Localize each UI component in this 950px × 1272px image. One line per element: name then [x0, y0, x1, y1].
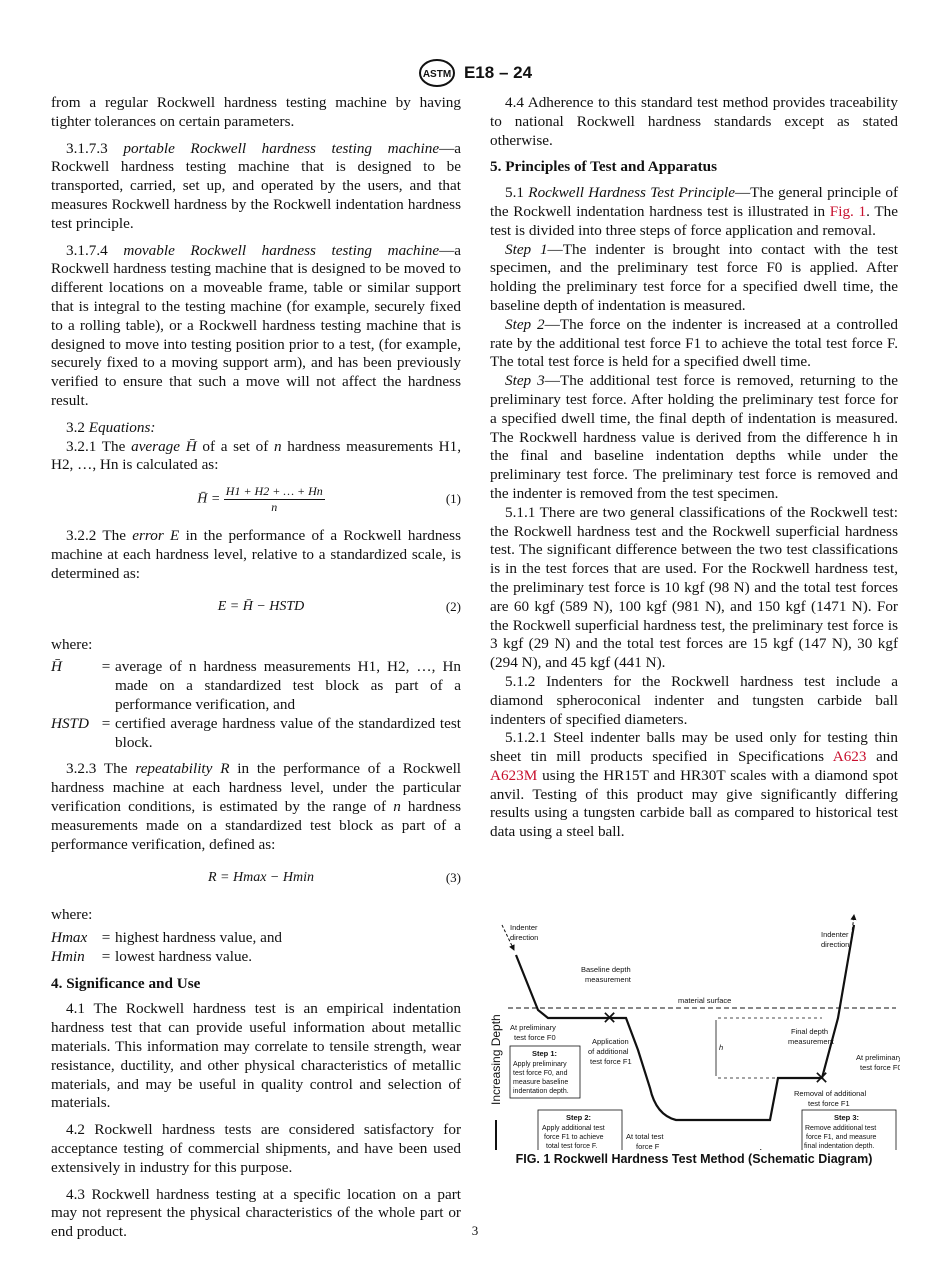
paragraph-3-2-1: 3.2.1 The average H̄ of a set of n hardness measurements H1, H2, …, Hn is calculated as:: [51, 437, 462, 474]
paragraph-step-1: Step 1—The indenter is brought into contact with the test specimen, and the preliminary test force F0 is applied. After holding the preliminary test force for a specified dwell time, the baseline depth of indentation is measured.: [490, 240, 898, 314]
left-column: [51, 94, 461, 1250]
a623m-link[interactable]: A623M: [490, 766, 538, 784]
svg-text:measurement: measurement: [788, 1037, 834, 1046]
astm-logo-icon: [418, 58, 456, 88]
svg-text:final indentation depth.: final indentation depth.: [804, 1143, 875, 1150]
svg-text:force F1, and measure: force F1, and measure: [806, 1134, 877, 1141]
document-id: E18 – 24: [463, 62, 533, 82]
svg-text:Indenter: Indenter: [821, 930, 849, 939]
svg-text:Step 1:: Step 1:: [532, 1049, 558, 1058]
paragraph-4-4: 4.4 Adherence to this standard test method provides traceability to national Rockwell hardness standards except as stated otherwise.: [490, 94, 898, 149]
svg-text:total test force F.: total test force F.: [546, 1143, 598, 1150]
where-label: where:: [51, 635, 93, 653]
svg-text:test force F0: test force F0: [514, 1033, 556, 1042]
definition-h-bar: H̄ = average of n hardness measurements H1, H2, …, Hn made on a standardized test block as part of a performance verification, and: [51, 658, 461, 713]
paragraph-4-2: 4.2 Rockwell hardness tests are considered satisfactory for acceptance testing of commercial shipments, and have been used extensively in industry for this purpose.: [51, 1121, 461, 1176]
paragraph-5-1: 5.1 Rockwell Hardness Test Principle—The general principle of the Rockwell indentation hardness test is illustrated in Fig. 1. The test is divided into three steps of force application and removal.: [490, 184, 899, 239]
svg-text:indentation depth.: indentation depth.: [513, 1088, 569, 1095]
a623-link[interactable]: A623: [832, 748, 867, 766]
fig-1-link[interactable]: Fig. 1: [829, 202, 867, 220]
svg-text:test force F0, and: test force F0, and: [513, 1070, 568, 1077]
baseline-x-mark-icon: ✕: [602, 1008, 618, 1028]
right-column: [490, 94, 898, 842]
svg-text:Apply additional test: Apply additional test: [542, 1125, 605, 1132]
paragraph-step-2: Step 2—The force on the indenter is increased at a controlled rate by the additional test force F1 to achieve the total test force F. The total test force is held for a specified dwell time.: [490, 315, 898, 371]
paragraph-3-1-7-3: 3.1.7.3 portable Rockwell hardness testing machine—a Rockwell hardness testing machine that is designed to be transported, carried, set up, and operated by the users, and that measures Rockwell hardness by the Rockwell indentation hardness test principle.: [51, 139, 462, 232]
y-axis-label: Increasing Depth: [489, 1014, 503, 1105]
svg-text:Application: Application: [592, 1037, 629, 1046]
page-number: 3: [471, 1223, 479, 1238]
definition-h-min: Hmin = lowest hardness value.: [51, 947, 253, 965]
equation-2: E = H̄ − HSTD (2): [217, 599, 461, 615]
paragraph-4-1: 4.1 The Rockwell hardness test is an empirical indentation hardness test that can provide useful information about metallic materials. This information may correlate to tensile strength, wear resistance, ductility, and other physical characteristics of metallic materials, and may be useful in quality control and selection of materials.: [51, 1000, 461, 1112]
svg-text:ASTM: ASTM: [422, 69, 452, 80]
svg-text:Baseline depth: Baseline depth: [581, 965, 631, 974]
material-surface-label: material surface: [678, 996, 732, 1005]
svg-text:measurement: measurement: [585, 975, 631, 984]
svg-text:Apply preliminary: Apply preliminary: [513, 1061, 567, 1068]
svg-text:Removal of additional: Removal of additional: [794, 1089, 867, 1098]
paragraph-4-3: 4.3 Rockwell hardness testing at a specific location on a part may not represent the physical characteristics of the whole part or end product.: [51, 1185, 461, 1241]
paragraph-3-2-3: 3.2.3 The repeatability R in the performance of a Rockwell hardness machine at each hardness level, under the particular verification conditions, is estimated by the range of n hardness measurements made on a standardized test block as part of a performance verification, defined as:: [51, 760, 462, 853]
where-label-2: where:: [51, 906, 93, 924]
svg-text:force F1 to achieve: force F1 to achieve: [544, 1134, 604, 1141]
svg-text:force F: force F: [636, 1142, 660, 1150]
svg-text:At preliminary: At preliminary: [856, 1053, 900, 1062]
paragraph-continued: from a regular Rockwell hardness testing machine by having tighter tolerances on certain parameters.: [51, 94, 461, 130]
definition-h-std: HSTD = certified average hardness value of the standardized test block.: [51, 714, 461, 751]
equation-3: R = Hmax − Hmin (3): [208, 869, 461, 885]
page-header: [0, 58, 950, 88]
paragraph-3-1-7-4: 3.1.7.4 movable Rockwell hardness testing machine—a Rockwell hardness testing machine that is designed to be moved to different locations on a moveable frame, table or similar support that is integral to the testing machine (for example, securely fixed to a rolling table), or a Rockwell hardness testing machine that is designed to move into testing position prior to a test, (for example, securely fixed to a moving support arm), and has been previously verified to ensure that such a move will not affect the hardness result.: [51, 241, 461, 409]
svg-text:test force F0: test force F0: [860, 1063, 900, 1072]
svg-text:Step 2:: Step 2:: [566, 1113, 592, 1122]
rockwell-schematic-diagram: [488, 910, 900, 1150]
section-4-heading: 4. Significance and Use: [51, 974, 201, 992]
paragraph-step-3: Step 3—The additional test force is removed, returning to the preliminary test force. After holding the preliminary test force for a specified dwell time, the final depth of indentation is measured. The Rockwell hardness value is derived from the difference h in the final and baseline indentation depths while under the preliminary test force. The preliminary test force is removed and the indenter is removed from the test specimen.: [490, 372, 898, 502]
equation-1: H̄ = $\frac{H1 + H2 + \dots + Hn}{n}$ (1): [197, 483, 461, 514]
h-label: h: [719, 1043, 724, 1052]
svg-text:direction: direction: [510, 933, 539, 942]
paragraph-3-2-2: 3.2.2 The error E in the performance of a Rockwell hardness machine at each hardness level, relative to a standardized scale, is determined as:: [51, 527, 461, 582]
svg-text:direction: direction: [821, 940, 850, 949]
svg-text:At preliminary: At preliminary: [510, 1023, 556, 1032]
svg-text:test force F1: test force F1: [808, 1099, 850, 1108]
svg-text:measure baseline: measure baseline: [513, 1079, 569, 1086]
paragraph-5-1-2-1: 5.1.2.1 Steel indenter balls may be used only for testing thin sheet tin mill products specified in Specifications A623 and A623M using the HR15T and HR30T scales with a diamond spot anvil. Testing of this product may give significantly differing results using a tungsten carbide ball as compared to historical test data using a steel ball.: [490, 729, 898, 841]
final-x-mark-icon: ✕: [814, 1068, 830, 1088]
svg-text:Step 3:: Step 3:: [834, 1113, 860, 1122]
svg-text:At total test: At total test: [626, 1132, 664, 1141]
figure-caption: FIG. 1 Rockwell Hardness Test Method (Schematic Diagram): [515, 1152, 873, 1166]
paragraph-5-1-1: 5.1.1 There are two general classifications of the Rockwell test: the Rockwell hardness test and the Rockwell superficial hardness test. The significant difference between the two test classifications is in the test forces that are used. For the Rockwell hardness test, the preliminary test force is 10 kgf (98 N) and the total test forces are 60 kgf (589 N), 100 kgf (981 N), and 150 kgf (1471 N). For the Rockwell superficial hardness test, the preliminary test force is 3 kgf (29 N) and the total test forces are 15 kgf (147 N), 30 kgf (294 N), and 45 kgf (441 N).: [490, 503, 898, 672]
section-5-heading: 5. Principles of Test and Apparatus: [490, 158, 718, 176]
svg-text:Remove additional test: Remove additional test: [805, 1125, 877, 1132]
svg-text:of additional: of additional: [588, 1047, 629, 1056]
svg-text:Indenter: Indenter: [510, 923, 538, 932]
definition-h-max: Hmax = highest hardness value, and: [51, 929, 283, 947]
figure-1: [488, 910, 900, 1180]
paragraph-3-2: 3.2 Equations:: [66, 418, 156, 436]
svg-text:test force F1: test force F1: [590, 1057, 632, 1066]
svg-text:Final depth: Final depth: [791, 1027, 829, 1036]
paragraph-5-1-2: 5.1.2 Indenters for the Rockwell hardness test include a diamond spheroconical indenter and tungsten carbide ball indenters of specified diameters.: [490, 672, 898, 728]
